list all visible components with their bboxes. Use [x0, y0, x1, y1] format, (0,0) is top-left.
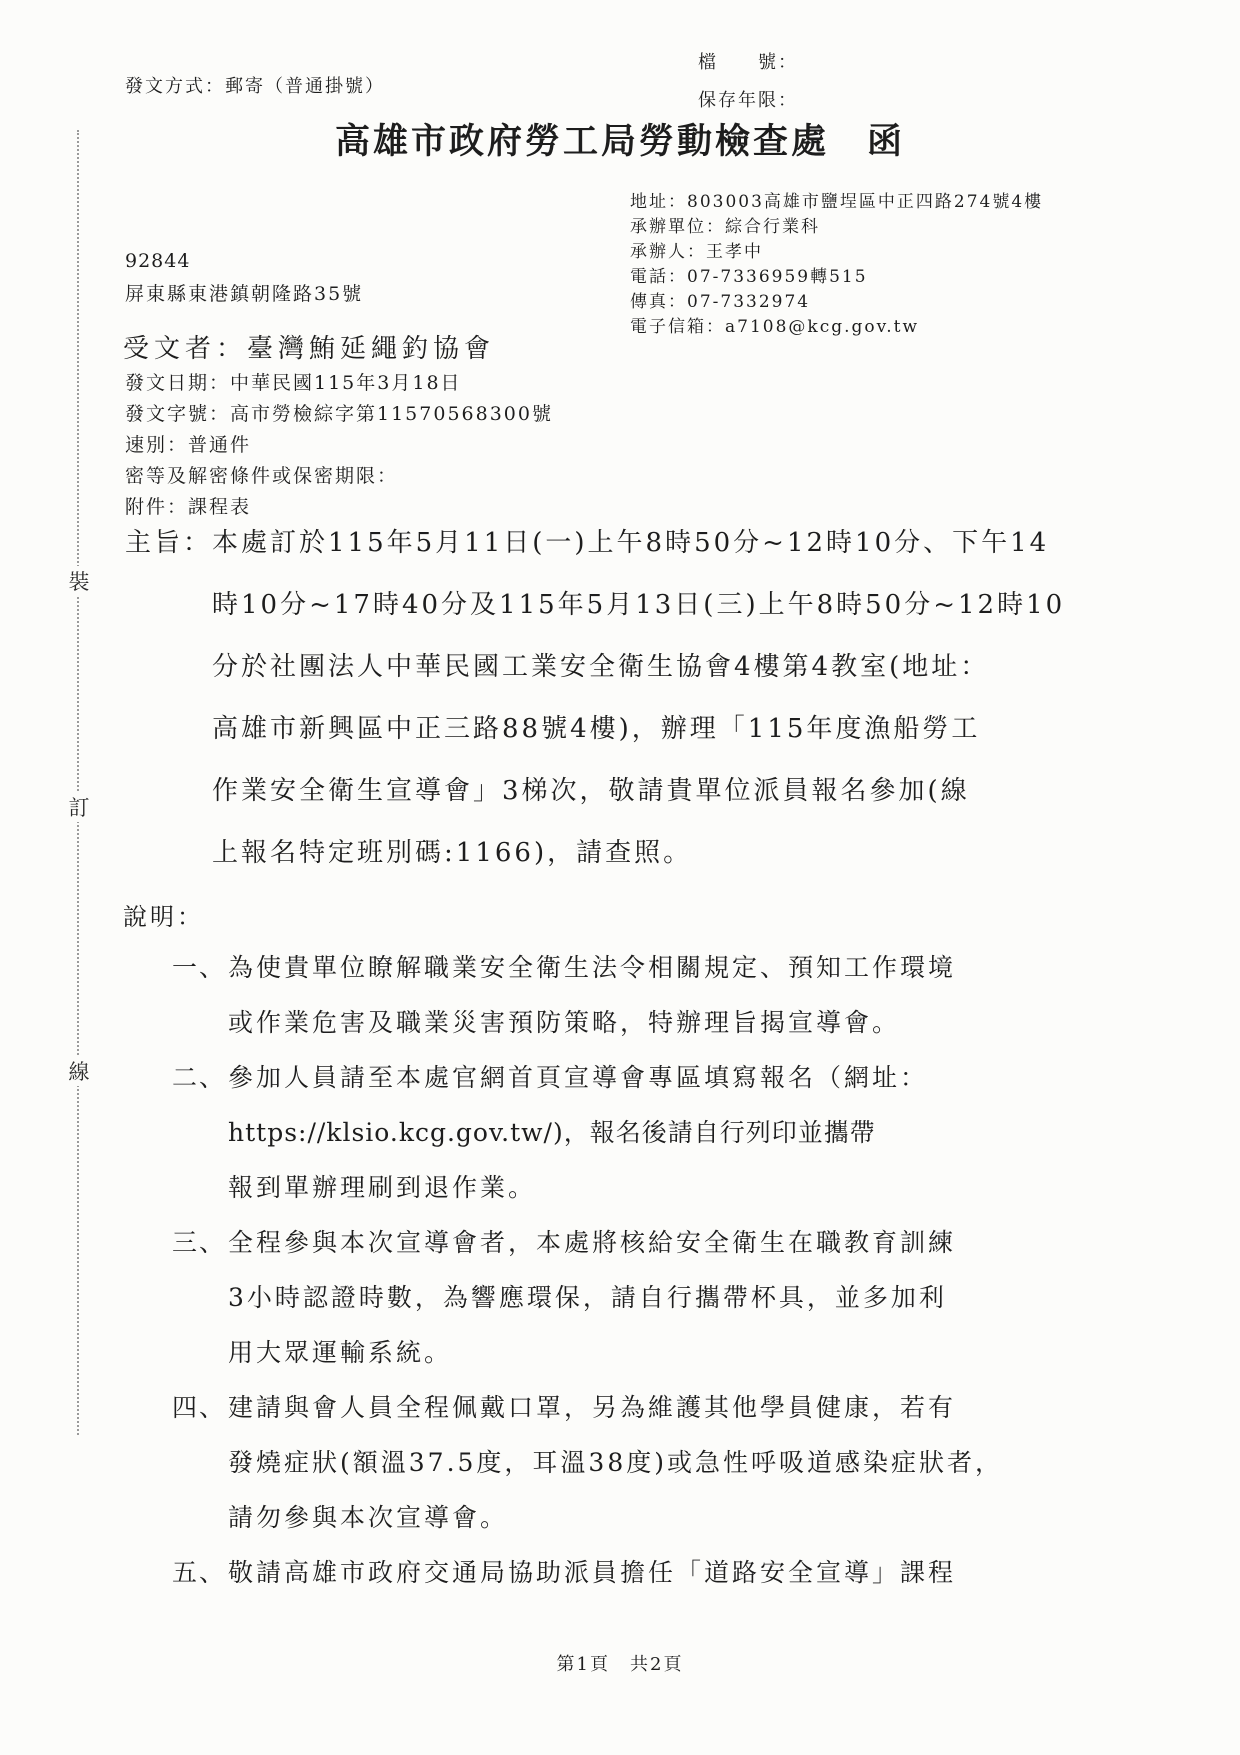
binding-mark-ding: 訂 [66, 792, 92, 822]
issue-date: 發文日期：中華民國115年3月18日 [125, 372, 462, 394]
sender-contact-person: 承辦人：王孝中 [630, 242, 763, 262]
subject-block [125, 512, 1065, 884]
priority-level: 速別：普通件 [125, 434, 252, 456]
item-line: 請勿參與本次宣導會。 [228, 1503, 509, 1532]
recipient-postal-code: 92844 [125, 250, 191, 272]
item-number: 五、 [172, 1558, 227, 1587]
item-text [228, 1545, 956, 1600]
dispatch-method: 發文方式：郵寄（普通掛號） [125, 76, 385, 97]
item-text [228, 1050, 928, 1215]
file-number-label: 檔 號： [698, 52, 798, 73]
retention-period-label: 保存年限： [698, 90, 798, 111]
sender-handling-unit: 承辦單位：綜合行業科 [630, 217, 820, 237]
subject-line: 本處訂於115年5月11日(一)上午8時50分~12時10分、下午14 [212, 528, 1050, 558]
subject-text [212, 512, 1065, 884]
item-line: 為使貴單位瞭解職業安全衛生法令相關規定、預知工作環境 [228, 953, 957, 982]
subject-line: 高雄市新興區中正三路88號4樓)，辦理「115年度漁船勞工 [212, 714, 981, 744]
item-number: 三、 [172, 1228, 227, 1257]
registration-url-line: https://klsio.kcg.gov.tw/)，報名後請自行列印並攜帶 [228, 1118, 876, 1147]
subject-line: 上報名特定班別碼:1166)，請查照。 [212, 838, 693, 868]
page-footer: 第1頁 共2頁 [556, 1654, 684, 1675]
item-text [228, 1380, 1003, 1545]
item-line: 3小時認證時數，為響應環保，請自行攜帶杯具，並多加利 [228, 1283, 947, 1312]
addressee-line: 受文者：臺灣鮪延繩釣協會 [123, 334, 496, 364]
item-number: 一、 [172, 953, 227, 982]
subject-line: 分於社團法人中華民國工業安全衛生協會4樓第4教室(地址： [212, 652, 990, 682]
explanation-item-5 [172, 1545, 1072, 1600]
sender-phone: 電話：07-7336959轉515 [630, 267, 868, 287]
explanation-item-4 [172, 1380, 1072, 1545]
binding-dotted-line [77, 130, 79, 1435]
recipient-street-address: 屏東縣東港鎮朝隆路35號 [125, 283, 364, 305]
subject-line: 作業安全衛生宣導會」3梯次，敬請貴單位派員報名參加(線 [212, 776, 970, 806]
item-number: 二、 [172, 1063, 227, 1092]
item-line: 或作業危害及職業災害預防策略，特辦理旨揭宣導會。 [228, 1008, 901, 1037]
item-number: 四、 [172, 1393, 227, 1422]
sender-email: 電子信箱：a7108@kcg.gov.tw [630, 317, 919, 337]
sender-address: 地址：803003高雄市鹽埕區中正四路274號4樓 [630, 192, 1044, 212]
sender-contact-block [630, 190, 1043, 340]
subject-line: 時10分~17時40分及115年5月13日(三)上午8時50分~12時10 [212, 590, 1066, 620]
binding-mark-zhuang: 裝 [66, 566, 92, 596]
issue-number: 發文字號：高市勞檢綜字第11570568300號 [125, 403, 553, 425]
subject-label: 主旨： [125, 528, 213, 558]
item-line: 報到單辦理刷到退作業。 [228, 1173, 537, 1202]
explanation-item-2 [172, 1050, 1072, 1215]
item-text [228, 940, 956, 1050]
item-text [228, 1215, 956, 1380]
item-line: 敬請高雄市政府交通局協助派員擔任「道路安全宣導」課程 [228, 1558, 957, 1587]
document-meta-block [125, 368, 553, 523]
item-line: 參加人員請至本處官網首頁宣導會專區填寫報名（網址： [228, 1063, 929, 1092]
explanation-item-1 [172, 940, 1072, 1050]
item-line: 建請與會人員全程佩戴口罩，另為維護其他學員健康，若有 [228, 1393, 957, 1422]
item-line: 發燒症狀(額溫37.5度，耳溫38度)或急性呼吸道感染症狀者， [228, 1448, 1003, 1477]
item-line: 用大眾運輸系統。 [228, 1338, 453, 1367]
explanation-heading: 說明： [123, 903, 204, 931]
explanation-item-3 [172, 1215, 1072, 1380]
sender-fax: 傳真：07-7332974 [630, 292, 811, 312]
attachment-line: 附件：課程表 [125, 496, 252, 518]
classification-line: 密等及解密條件或保密期限： [125, 465, 399, 487]
document-title: 高雄市政府勞工局勞動檢查處 函 [334, 121, 905, 162]
item-line: 全程參與本次宣導會者，本處將核給安全衛生在職教育訓練 [228, 1228, 957, 1257]
explanation-items [172, 940, 1072, 1600]
binding-mark-xian: 線 [66, 1056, 92, 1086]
